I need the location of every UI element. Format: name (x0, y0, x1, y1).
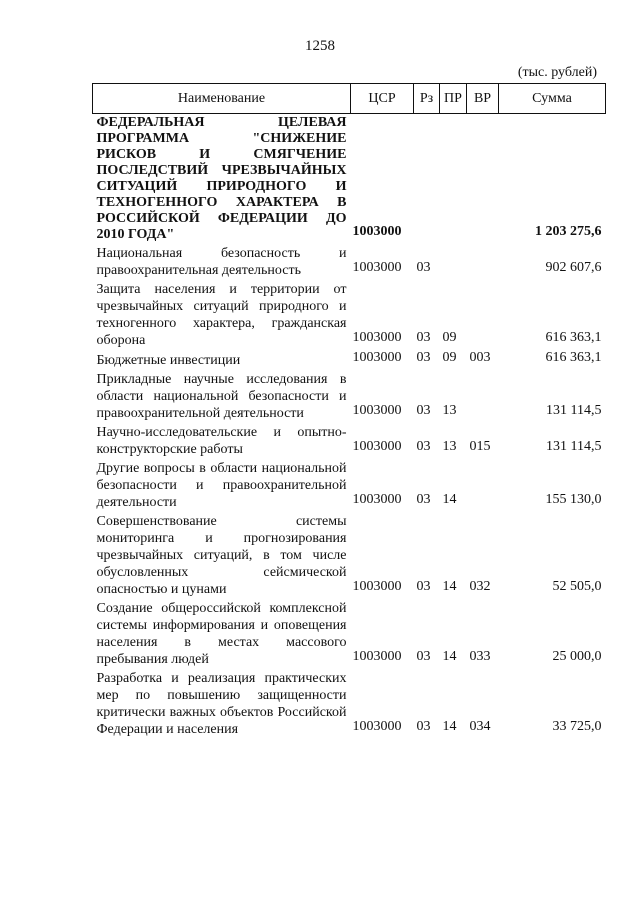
row-csr: 1003000 (352, 439, 402, 454)
row-sum: 131 114,5 (546, 439, 602, 454)
row-name: Разработка и реализация практических мер по повышению защищенности критически важных объектов Российской Федерации и населения (96, 671, 347, 737)
header-pr: ПР (440, 84, 467, 114)
row-sum: 52 505,0 (552, 579, 602, 594)
table-row (93, 369, 606, 422)
header-sum: Сумма (499, 84, 606, 114)
row-sum: 1 203 275,6 (535, 224, 602, 239)
row-name: Национальная безопасность и правоохранительная деятельность (96, 246, 347, 278)
row-csr: 1003000 (352, 260, 402, 275)
row-sum: 902 607,6 (545, 260, 602, 275)
table-row (93, 279, 606, 349)
budget-table (92, 83, 606, 738)
row-pr: 09 (442, 350, 457, 365)
row-csr: 1003000 (352, 649, 402, 664)
header-row (93, 84, 606, 114)
row-pr: 14 (442, 579, 457, 594)
row-sum: 33 725,0 (552, 719, 602, 734)
header-rz: Рз (414, 84, 440, 114)
row-vr: 033 (469, 649, 491, 664)
row-name: Другие вопросы в области национальной безопасности и правоохранительной деятельности (96, 461, 347, 510)
row-name: ФЕДЕРАЛЬНАЯ ЦЕЛЕВАЯ ПРОГРАММА "СНИЖЕНИЕ РИСКОВ И СМЯГЧЕНИЕ ПОСЛЕДСТВИЙ ЧРЕЗВЫЧАЙНЫХ СИТУАЦИЙ ПРИРОДНОГО И ТЕХНОГЕННОГО ХАРАКТЕРА В РОССИЙСКОЙ ФЕДЕРАЦИИ ДО 2010 ГОДА" (96, 115, 347, 242)
row-sum: 616 363,1 (545, 350, 602, 365)
row-pr: 09 (442, 330, 457, 345)
row-rz: 03 (416, 719, 431, 734)
row-rz: 03 (416, 260, 431, 275)
table-row (93, 114, 606, 244)
page-number: 1258 (305, 38, 335, 54)
table-row (93, 668, 606, 738)
row-sum: 25 000,0 (552, 649, 602, 664)
row-vr (467, 114, 499, 244)
row-name: Защита населения и территории от чрезвычайных ситуаций природного и техногенного характера, гражданская оборона (96, 282, 347, 348)
row-csr: 1003000 (352, 403, 402, 418)
row-pr (440, 114, 467, 244)
row-rz: 03 (416, 439, 431, 454)
row-name: Прикладные научные исследования в области национальной безопасности и правоохранительной деятельности (96, 372, 347, 421)
row-vr: 034 (469, 719, 491, 734)
row-vr: 003 (469, 350, 491, 365)
row-rz: 03 (416, 492, 431, 507)
table-row (93, 349, 606, 369)
row-sum: 131 114,5 (546, 403, 602, 418)
row-vr: 032 (469, 579, 491, 594)
row-rz: 03 (416, 649, 431, 664)
row-pr: 13 (442, 403, 457, 418)
row-pr: 14 (442, 649, 457, 664)
table-body (93, 114, 606, 739)
table-row (93, 598, 606, 668)
row-name: Научно-исследовательские и опытно-конструкторские работы (96, 425, 347, 457)
units-label: (тыс. рублей) (517, 65, 597, 80)
row-csr: 1003000 (352, 330, 402, 345)
row-vr: 015 (469, 439, 491, 454)
row-pr (440, 243, 467, 279)
table-row (93, 511, 606, 598)
header-vr: ВР (467, 84, 499, 114)
row-pr: 13 (442, 439, 457, 454)
header-csr: ЦСР (351, 84, 414, 114)
header-name: Наименование (93, 84, 351, 114)
row-csr: 1003000 (352, 224, 402, 239)
row-vr (467, 369, 499, 422)
row-pr: 14 (442, 719, 457, 734)
row-rz: 03 (416, 350, 431, 365)
table-row (93, 422, 606, 458)
row-name: Создание общероссийской комплексной системы информирования и оповещения населения в местах массового пребывания людей (96, 601, 347, 667)
row-rz: 03 (416, 330, 431, 345)
row-rz: 03 (416, 403, 431, 418)
row-csr: 1003000 (352, 492, 402, 507)
row-vr (467, 279, 499, 349)
row-name: Совершенствование системы мониторинга и прогнозирования чрезвычайных ситуаций, в том числе обусловленных сейсмической опасностью и цунами (96, 514, 347, 597)
table-row (93, 243, 606, 279)
row-rz: 03 (416, 579, 431, 594)
table-row (93, 458, 606, 511)
row-sum: 616 363,1 (545, 330, 602, 345)
row-pr: 14 (442, 492, 457, 507)
row-rz (414, 114, 440, 244)
row-name: Бюджетные инвестиции (96, 353, 241, 368)
row-csr: 1003000 (352, 350, 402, 365)
row-csr: 1003000 (352, 579, 402, 594)
table-header (93, 84, 606, 114)
row-csr: 1003000 (352, 719, 402, 734)
row-vr (467, 243, 499, 279)
row-vr (467, 458, 499, 511)
row-sum: 155 130,0 (545, 492, 602, 507)
